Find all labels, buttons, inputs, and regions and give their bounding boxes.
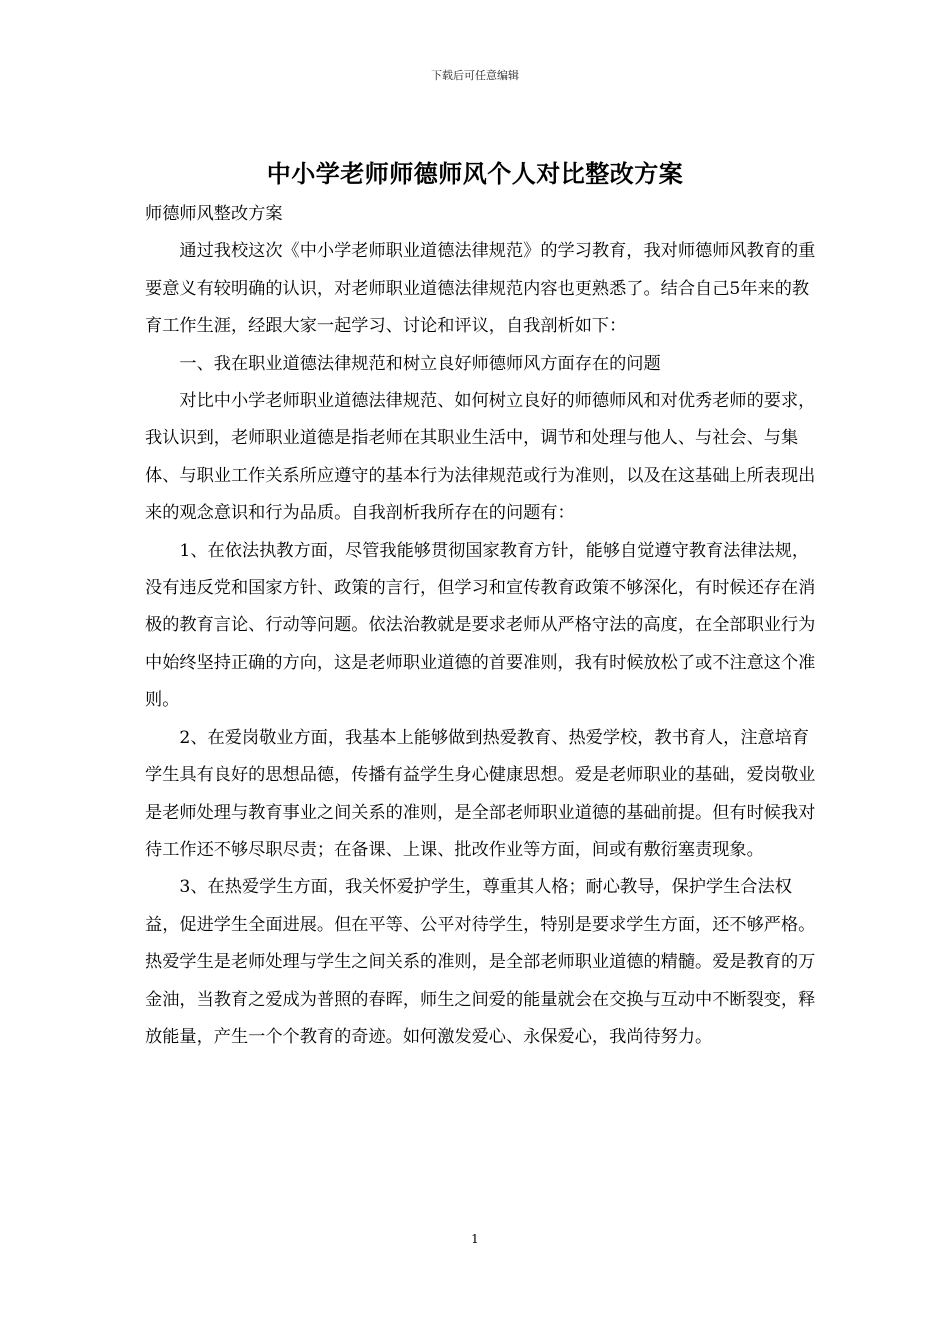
paragraph-item-1: 1、在依法执教方面，尽管我能够贯彻国家教育方针，能够自觉遵守教育法律法规，没有违反党和国家方针、政策的言行，但学习和宣传教育政策不够深化，有时候还存在消极的教育言论、行动等问题。依法治教就是要求老师从严格守法的高度，在全部职业行为中始终坚持正确的方向，这是老师职业道德的首要准则，我有时候放松了或不注意这个准则。 (145, 540, 816, 711)
document-subtitle: 师德师风整改方案 (145, 204, 283, 224)
page-header-note: 下载后可任意编辑 (431, 69, 519, 82)
document-body (145, 196, 825, 1056)
paragraph-self-analysis: 对比中小学老师职业道德法律规范、如何树立良好的师德师风和对优秀老师的要求，我认识到，老师职业道德是指老师在其职业生活中，调节和处理与他人、与社会、与集体、与职业工作关系所应遵守的基本行为法律规范或行为准则，以及在这基础上所表现出来的观念意识和行为品质。自我剖析我所存在的问题有： (145, 391, 816, 524)
section-heading-problems: 一、我在职业道德法律规范和树立良好师德师风方面存在的问题 (179, 353, 661, 374)
page-number: 1 (471, 1232, 479, 1246)
paragraph-item-3: 3、在热爱学生方面，我关怀爱护学生，尊重其人格；耐心教导，保护学生合法权益，促进学生全面进展。但在平等、公平对待学生，特别是要求学生方面，还不够严格。热爱学生是老师处理与学生之间关系的准则，是全部老师职业道德的精髓。爱是教育的万金油，当教育之爱成为普照的春晖，师生之间爱的能量就会在交换与互动中不断裂变，释放能量，产生一个个教育的奇迹。如何激发爱心、永保爱心，我尚待努力。 (145, 877, 816, 1047)
paragraph-item-2: 2、在爱岗敬业方面，我基本上能够做到热爱教育、热爱学校，教书育人，注意培育学生具有良好的思想品德，传播有益学生身心健康思想。爱是老师职业的基础，爱岗敬业是老师处理与教育事业之间关系的准则，是全部老师职业道德的基础前提。但有时候我对待工作还不够尽职尽责；在备课、上课、批改作业等方面，间或有敷衍塞责现象。 (145, 727, 816, 860)
document-title: 中小学老师师德师风个人对比整改方案 (266, 159, 684, 188)
paragraph-intro: 通过我校这次《中小学老师职业道德法律规范》的学习教育，我对师德师风教育的重要意义有较明确的认识，对老师职业道德法律规范内容也更熟悉了。结合自己5年来的教育工作生涯，经跟大家一起学习、讨论和评议，自我剖析如下： (145, 241, 816, 337)
